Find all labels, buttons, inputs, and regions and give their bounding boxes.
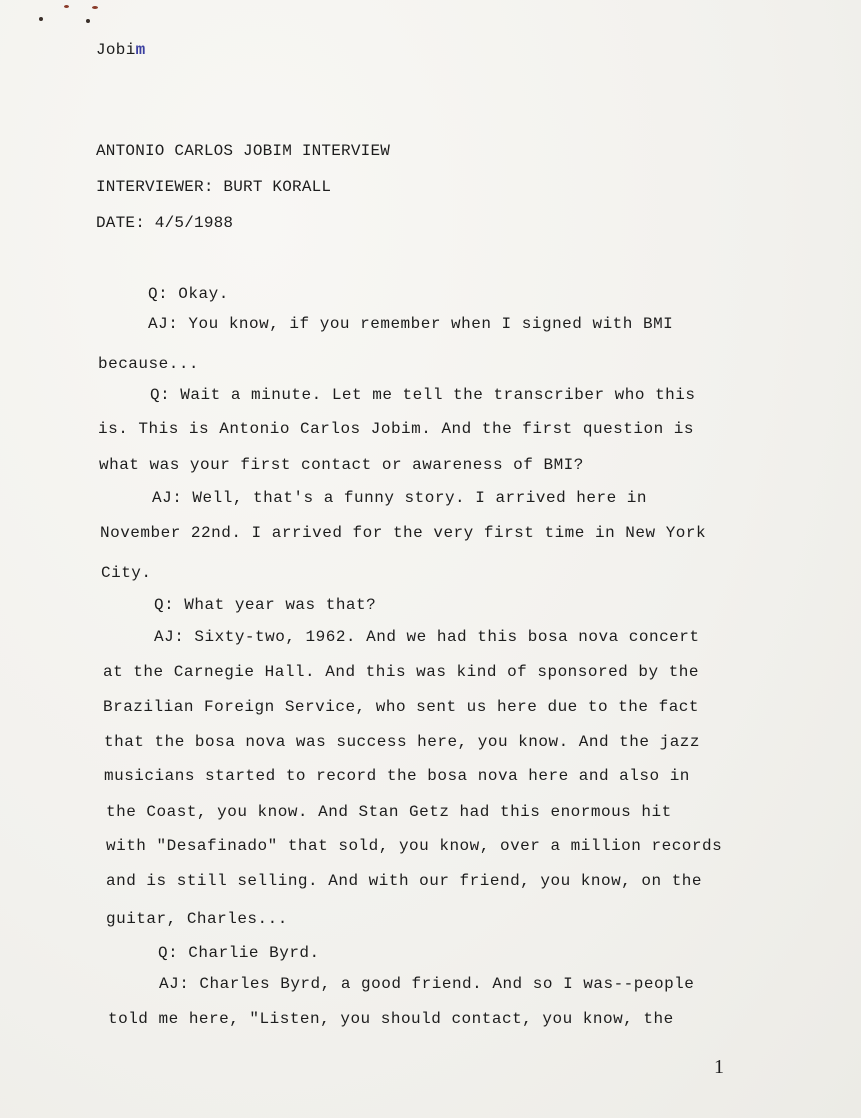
transcript-line: at the Carnegie Hall. And this was kind of sponsored by the <box>103 663 699 681</box>
transcript-line: AJ: You know, if you remember when I signed with BMI <box>148 315 674 333</box>
interviewer-line: INTERVIEWER: BURT KORALL <box>96 178 332 196</box>
interview-title: ANTONIO CARLOS JOBIM INTERVIEW <box>96 142 391 160</box>
ink-speck <box>39 17 43 21</box>
transcript-line: because... <box>98 355 200 373</box>
transcript-line: guitar, Charles... <box>106 910 288 928</box>
transcript-line: is. This is Antonio Carlos Jobim. And the first question is <box>98 420 694 438</box>
ink-speck <box>86 19 90 23</box>
date-line: DATE: 4/5/1988 <box>96 214 234 232</box>
transcript-line: AJ: Charles Byrd, a good friend. And so I was--people <box>159 975 695 993</box>
page-number: 1 <box>714 1056 724 1078</box>
transcript-line: November 22nd. I arrived for the very first time in New York <box>100 524 707 542</box>
handwritten-correction: m <box>135 41 146 59</box>
file-label <box>96 41 146 59</box>
transcript-line: what was your first contact or awareness of BMI? <box>99 456 584 474</box>
transcript-line: Brazilian Foreign Service, who sent us here due to the fact <box>103 698 699 716</box>
transcript-line: Q: What year was that? <box>154 596 377 614</box>
transcript-line: AJ: Well, that's a funny story. I arrived here in <box>152 489 647 507</box>
transcript-line: City. <box>101 564 152 582</box>
transcript-line: that the bosa nova was success here, you know. And the jazz <box>104 733 700 751</box>
transcript-line: the Coast, you know. And Stan Getz had this enormous hit <box>106 803 672 821</box>
transcript-line: and is still selling. And with our friend, you know, on the <box>106 872 702 890</box>
transcript-line: Q: Charlie Byrd. <box>158 944 320 962</box>
transcript-line: Q: Okay. <box>148 285 229 303</box>
ink-speck <box>92 6 98 9</box>
transcript-line: Q: Wait a minute. Let me tell the transcriber who this <box>150 386 696 404</box>
ink-speck <box>64 5 69 8</box>
transcript-line: musicians started to record the bosa nova here and also in <box>104 767 690 785</box>
transcript-line: AJ: Sixty-two, 1962. And we had this bosa nova concert <box>154 628 700 646</box>
transcript-line: told me here, "Listen, you should contact, you know, the <box>108 1010 674 1028</box>
file-label-text: Jobi <box>96 41 136 59</box>
transcript-line: with "Desafinado" that sold, you know, over a million records <box>106 837 723 855</box>
